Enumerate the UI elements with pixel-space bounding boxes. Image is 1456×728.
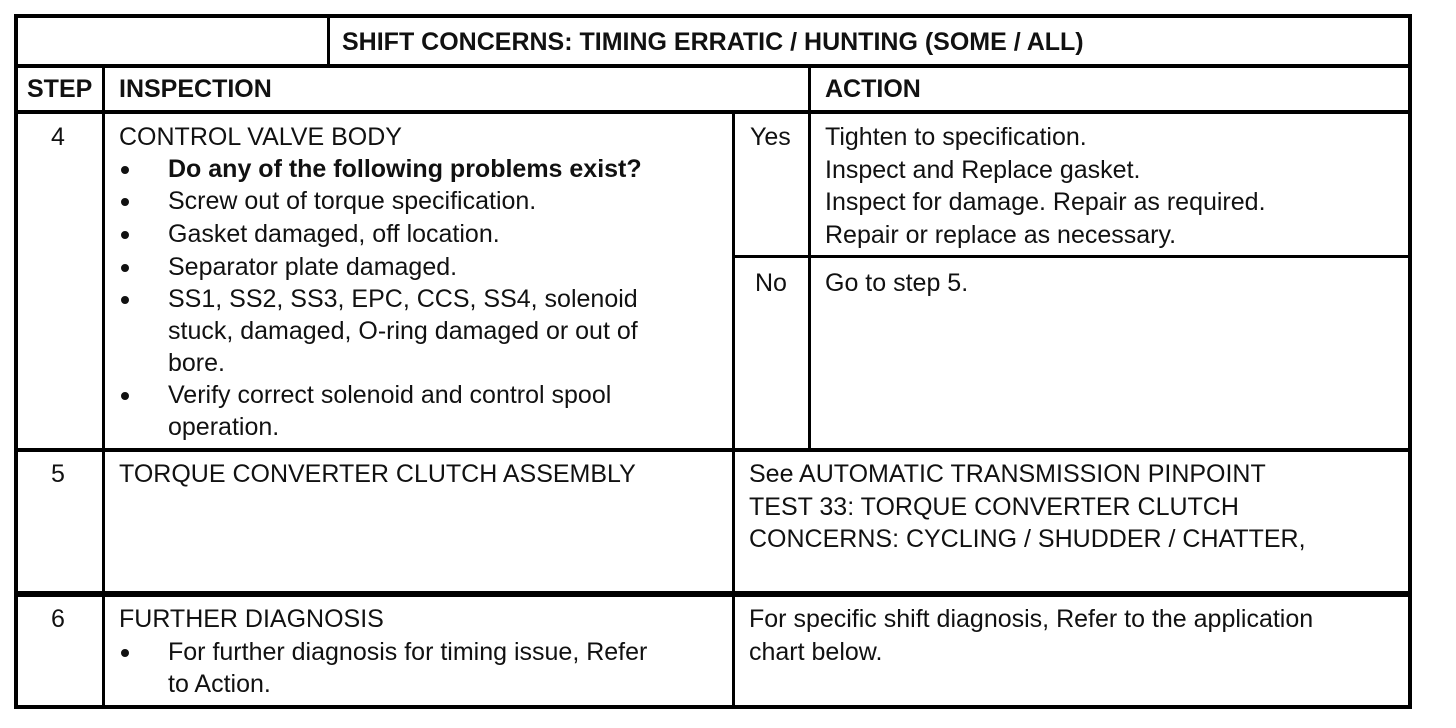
header-step: STEP [27,75,93,103]
step-number: 5 [51,460,65,488]
border-row4-inspection [732,112,735,451]
bullet-icon [121,296,129,304]
step-number: 6 [51,605,65,633]
no-action: Go to step 5. [825,269,969,297]
no-label: No [755,269,787,297]
header-inspection: INSPECTION [119,75,272,103]
border-step-col [102,66,105,709]
action-line: chart below. [749,638,883,666]
inspection-item: Screw out of torque specification. [168,187,537,215]
border-outer-bottom [14,705,1412,709]
inspection-title: FURTHER DIAGNOSIS [119,605,384,633]
inspection-item: For further diagnosis for timing issue, Refer [168,638,648,666]
bullet-icon [121,231,129,239]
inspection-item: Separator plate damaged. [168,253,458,281]
border-row5-6-action [732,450,735,709]
inspection-title: CONTROL VALVE BODY [119,123,402,151]
action-line: TEST 33: TORQUE CONVERTER CLUTCH [749,493,1239,521]
inspection-item-continued: to Action. [168,670,271,698]
bullet-icon [121,649,129,657]
border-title-left [327,14,330,66]
action-line: See AUTOMATIC TRANSMISSION PINPOINT [749,460,1266,488]
action-line: CONCERNS: CYCLING / SHUDDER / CHATTER, [749,525,1306,553]
border-outer-right [1408,14,1412,709]
border-outer-top [14,14,1412,18]
bullet-icon [121,392,129,400]
step-number: 4 [51,123,65,151]
inspection-item-continued: operation. [168,413,280,441]
bullet-icon [121,166,129,174]
bullet-icon [121,264,129,272]
action-line: For specific shift diagnosis, Refer to the application [749,605,1314,633]
border-below-row5 [14,591,1412,597]
inspection-title: TORQUE CONVERTER CLUTCH ASSEMBLY [119,460,636,488]
yes-action: Repair or replace as necessary. [825,221,1177,249]
inspection-item: Gasket damaged, off location. [168,220,500,248]
border-row4-yesno [808,112,811,451]
table-title: SHIFT CONCERNS: TIMING ERRATIC / HUNTING (SOME / ALL) [342,28,1084,56]
border-row4-yes-no-split [733,255,1410,258]
inspection-item: SS1, SS2, SS3, EPC, CCS, SS4, solenoid [168,285,638,313]
yes-action: Inspect for damage. Repair as required. [825,188,1266,216]
border-below-row4 [14,448,1412,452]
yes-label: Yes [750,123,791,151]
yes-action: Tighten to specification. [825,123,1087,151]
border-outer-left [14,14,18,709]
border-below-title [14,64,1412,68]
yes-action: Inspect and Replace gasket. [825,156,1141,184]
border-action-header [808,66,811,113]
inspection-question: Do any of the following problems exist? [168,155,642,183]
inspection-item-continued: stuck, damaged, O-ring damaged or out of [168,317,638,345]
inspection-item-continued: bore. [168,349,225,377]
inspection-item: Verify correct solenoid and control spool [168,381,612,409]
border-below-header [14,110,1412,114]
bullet-icon [121,198,129,206]
header-action: ACTION [825,75,921,103]
